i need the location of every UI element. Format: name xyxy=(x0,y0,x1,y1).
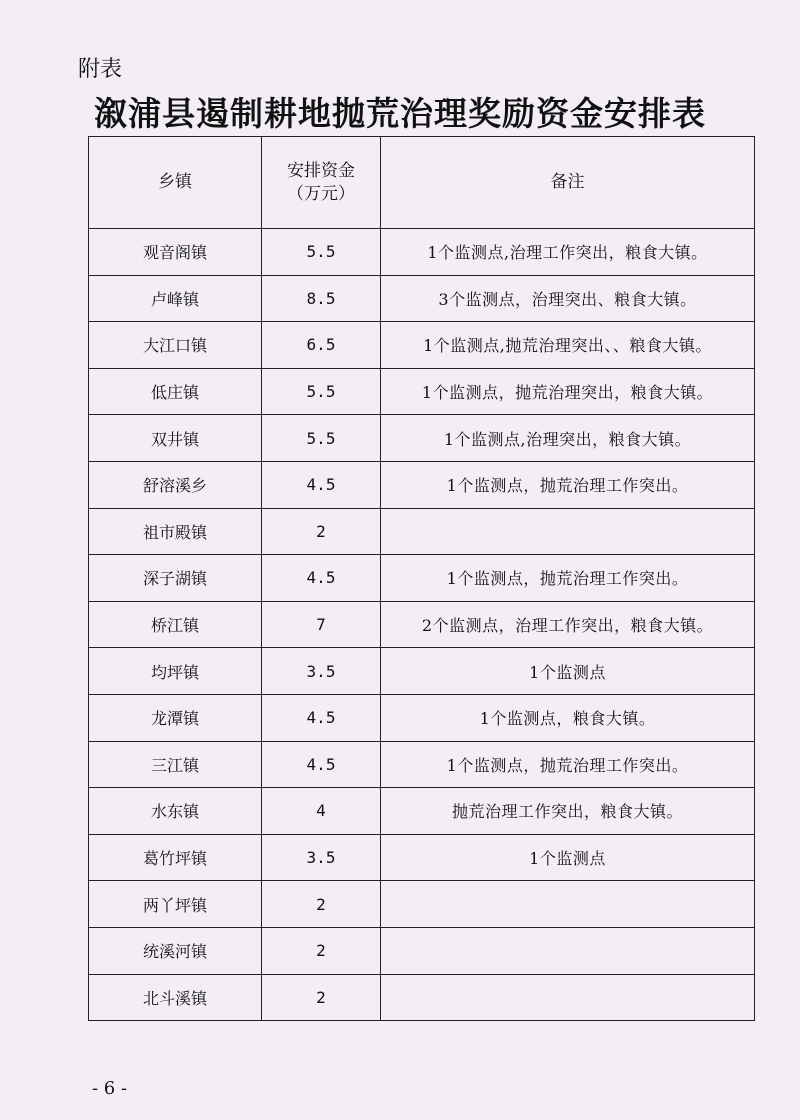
header-row xyxy=(89,137,755,229)
table-row xyxy=(89,834,755,881)
remark-cell: 1个监测点 xyxy=(381,648,755,695)
header-amount-unit: （万元） xyxy=(287,183,355,204)
header-remark: 备注 xyxy=(381,137,755,229)
remark-cell: 3个监测点，治理突出、粮食大镇。 xyxy=(381,275,755,322)
remark-cell: 抛荒治理工作突出，粮食大镇。 xyxy=(381,788,755,835)
table-row xyxy=(89,508,755,555)
remark-cell: 1个监测点，抛荒治理突出，粮食大镇。 xyxy=(381,368,755,415)
annex-label: 附表 xyxy=(78,57,123,82)
table-row xyxy=(89,974,755,1021)
table-row xyxy=(89,881,755,928)
amount-cell: 6.5 xyxy=(262,322,381,369)
town-cell: 北斗溪镇 xyxy=(89,974,262,1021)
table-row xyxy=(89,788,755,835)
remark-cell: 1个监测点,治理工作突出，粮食大镇。 xyxy=(381,229,755,276)
amount-cell: 5.5 xyxy=(262,229,381,276)
town-cell: 两丫坪镇 xyxy=(89,881,262,928)
remark-cell: 1个监测点，抛荒治理工作突出。 xyxy=(381,461,755,508)
amount-cell: 8.5 xyxy=(262,275,381,322)
town-cell: 双井镇 xyxy=(89,415,262,462)
remark-cell xyxy=(381,508,755,555)
remark-cell: 1个监测点，粮食大镇。 xyxy=(381,694,755,741)
page-number: - 6 - xyxy=(92,1078,128,1099)
table-header xyxy=(89,137,755,229)
town-cell: 葛竹坪镇 xyxy=(89,834,262,881)
table-row xyxy=(89,555,755,602)
amount-cell: 4.5 xyxy=(262,694,381,741)
town-cell: 水东镇 xyxy=(89,788,262,835)
remark-cell: 1个监测点 xyxy=(381,834,755,881)
amount-cell: 3.5 xyxy=(262,648,381,695)
amount-cell: 4.5 xyxy=(262,555,381,602)
town-cell: 龙潭镇 xyxy=(89,694,262,741)
remark-cell: 1个监测点,抛荒治理突出、、粮食大镇。 xyxy=(381,322,755,369)
document-title: 溆浦县遏制耕地抛荒治理奖励资金安排表 xyxy=(94,94,706,133)
amount-cell: 2 xyxy=(262,927,381,974)
remark-cell: 1个监测点,治理突出，粮食大镇。 xyxy=(381,415,755,462)
amount-cell: 5.5 xyxy=(262,368,381,415)
table-body xyxy=(89,229,755,1021)
table-row xyxy=(89,694,755,741)
remark-cell: 1个监测点，抛荒治理工作突出。 xyxy=(381,741,755,788)
remark-cell: 2个监测点，治理工作突出，粮食大镇。 xyxy=(381,601,755,648)
amount-cell: 2 xyxy=(262,974,381,1021)
town-cell: 三江镇 xyxy=(89,741,262,788)
amount-cell: 2 xyxy=(262,508,381,555)
table-row xyxy=(89,927,755,974)
town-cell: 卢峰镇 xyxy=(89,275,262,322)
header-amount-line1: 安排资金 xyxy=(287,161,355,182)
town-cell: 大江口镇 xyxy=(89,322,262,369)
table-row xyxy=(89,415,755,462)
table-row xyxy=(89,322,755,369)
amount-cell: 2 xyxy=(262,881,381,928)
amount-cell: 4.5 xyxy=(262,741,381,788)
town-cell: 深子湖镇 xyxy=(89,555,262,602)
town-cell: 统溪河镇 xyxy=(89,927,262,974)
amount-cell: 4.5 xyxy=(262,461,381,508)
town-cell: 均坪镇 xyxy=(89,648,262,695)
remark-cell xyxy=(381,974,755,1021)
remark-cell xyxy=(381,881,755,928)
remark-cell: 1个监测点，抛荒治理工作突出。 xyxy=(381,555,755,602)
table-row xyxy=(89,601,755,648)
table-row xyxy=(89,461,755,508)
town-cell: 桥江镇 xyxy=(89,601,262,648)
header-amount xyxy=(262,137,381,229)
amount-cell: 7 xyxy=(262,601,381,648)
amount-cell: 5.5 xyxy=(262,415,381,462)
amount-cell: 4 xyxy=(262,788,381,835)
table-row xyxy=(89,368,755,415)
table-row xyxy=(89,275,755,322)
town-cell: 观音阁镇 xyxy=(89,229,262,276)
header-town: 乡镇 xyxy=(89,137,262,229)
town-cell: 低庄镇 xyxy=(89,368,262,415)
amount-cell: 3.5 xyxy=(262,834,381,881)
remark-cell xyxy=(381,927,755,974)
table-row xyxy=(89,741,755,788)
table-row xyxy=(89,648,755,695)
table-row xyxy=(89,229,755,276)
allocation-table xyxy=(88,136,755,1021)
town-cell: 祖市殿镇 xyxy=(89,508,262,555)
town-cell: 舒溶溪乡 xyxy=(89,461,262,508)
